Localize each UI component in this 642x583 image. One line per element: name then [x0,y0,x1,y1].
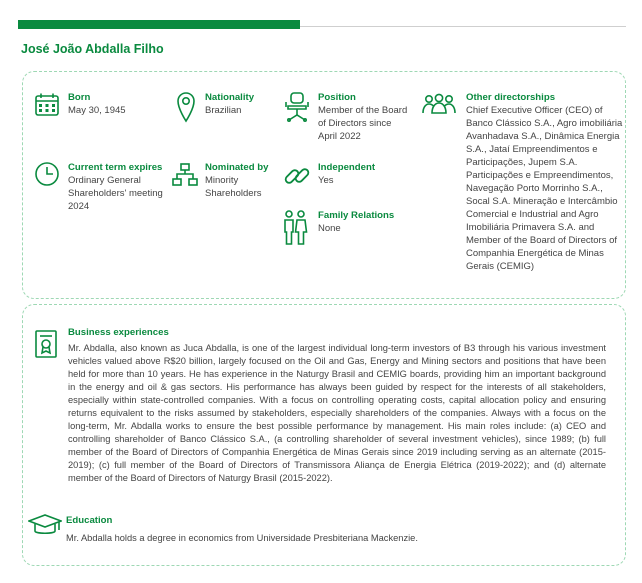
field-current-term [68,161,168,213]
person-name: José João Abdalla Filho [21,42,164,56]
education-title: Education [66,515,113,526]
header-accent-bar [18,20,300,29]
field-position [318,91,408,143]
other-directorships-label: Other directorships [466,92,556,103]
office-chair-icon [284,92,310,122]
business-title: Business experiences [68,327,169,338]
independent-label: Independent [318,162,376,173]
family-relations-value: None [318,223,341,234]
field-nominated-by [205,161,295,200]
field-other-directorships [466,91,624,273]
field-family-relations [318,209,418,235]
current-term-value: Ordinary General Shareholders' meeting 2024 [68,175,163,212]
other-directorships-value: Chief Executive Officer (CEO) of Banco Clássico S.A., Agro imobiliária Avanhadava S.A., Dinâmica Energia S.A., Jataí Empreendimentos e Participações, Jupem S.A. Participações e Empreendimentos, Navegação Porto Morrinho S.A., Socal S.A. Mineração e Intercâmbio Comercial e Industrial and Agro Imobiliária Primavera S.A. and Member of the Board of Directors of Companhia Energética de Minas Gerais (CEMIG) [466,105,623,272]
current-term-label: Current term expires [68,162,163,173]
nominated-by-label: Nominated by [205,162,269,173]
link-icon [283,162,311,190]
nominated-by-value: Minority Shareholders [205,175,262,199]
independent-value: Yes [318,175,334,186]
field-born [68,91,168,117]
nationality-value: Brazilian [205,105,242,116]
family-relations-label: Family Relations [318,210,395,221]
field-nationality [205,91,295,117]
family-icon [282,210,308,246]
graduation-cap-icon [28,513,62,537]
location-pin-icon [176,91,196,123]
position-value: Member of the Board of Directors since April 2022 [318,105,408,142]
header-rule [300,26,626,27]
born-label: Born [68,92,91,103]
born-value: May 30, 1945 [68,105,126,116]
org-chart-icon [172,162,198,188]
nationality-label: Nationality [205,92,255,103]
field-independent [318,161,408,187]
education-text: Mr. Abdalla holds a degree in economics from Universidade Presbiteriana Mackenzie. [66,533,418,543]
clock-icon [34,161,60,187]
business-text: Mr. Abdalla, also known as Juca Abdalla, is one of the largest individual long-term investors of B3 through his various investment vehicles valued above R$20 billion, largely focused on the Oil and Gas, Energy and Mining sectors and positions that have been held for more than 10 years. He has experience in the Naturgy Brasil and CEMIG boards, providing him an important background in the energy and oil & gas sectors. His performance has always been guided by respect for the interests of all stakeholders, especially within state-controlled companies. With a focus on controlling operating costs, capital allocation policy and ensuring returns equivalent to the risks assumed by stakeholders, especially shareholders of the companies. Always with a focus on the long-term, Mr. Abdalla works to ensure the best possible performance by management. His main roles include: (a) CEO and controlling shareholder of Banco Clássico S.A., (a controlling shareholder of several investment vehicles), since 1989; (b) full member of the Board of Directors of Companhia Energética de Minas Gerais since 2019 including serving as an alternate (2015-2019); (c) full member of the Board of Directors of Transmissora Aliança de Energia Elétrica (2019-2022); and (d) alternate member of the Board of Directors of Naturgy Brasil (2015-2022). [68,343,606,483]
people-group-icon [422,93,456,115]
certificate-icon [34,330,58,358]
position-label: Position [318,92,356,103]
calendar-icon [34,92,60,118]
